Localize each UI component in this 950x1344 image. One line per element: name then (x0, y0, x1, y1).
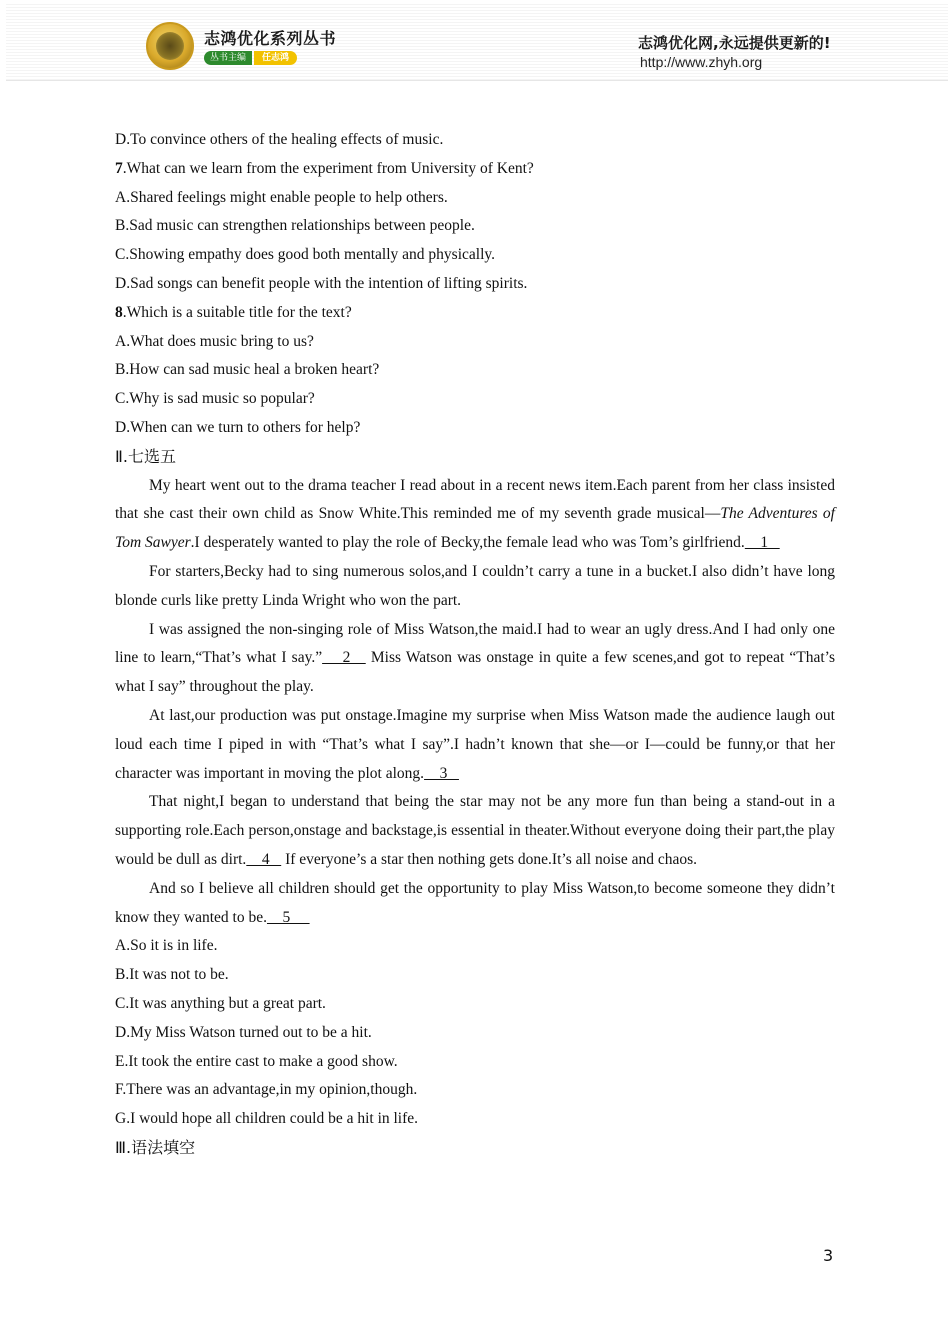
p6-text-a: And so I believe all children should get the opportunity to play Miss Watson,to become someone they didn’t know they wanted to be. (115, 879, 835, 926)
page-number: 3 (823, 1246, 834, 1265)
q7-option-a: A.Shared feelings might enable people to help others. (115, 188, 448, 206)
q8-stem (115, 299, 835, 328)
q8-option-b: B.How can sad music heal a broken heart? (115, 361, 380, 379)
p5-text-a: That night,I began to understand that being the star may not be any more fun than being a stand-out in a supporting role.Each person,onstage and backstage,is essential in theater.Without everyone doing their part,the play would be dull as dirt. (115, 793, 835, 868)
q7-option-d: D.Sad songs can benefit people with the intention of lifting spirits. (115, 274, 528, 292)
section2-heading: Ⅱ.七选五 (115, 446, 176, 466)
header-url[interactable]: http://www.zhyh.org (640, 54, 763, 70)
blank-3[interactable]: 3 (424, 764, 459, 782)
choice-f: F.There was an advantage,in my opinion,though. (115, 1081, 418, 1099)
blank-4[interactable]: 4 (246, 850, 282, 868)
publisher-logo-icon (146, 22, 194, 70)
p1-text-a: My heart went out to the drama teacher I read about in a recent news item.Each parent from her class insisted that she cast their own child as Snow White.This reminded me of my seventh grade musical— (115, 476, 835, 523)
p3-text-b: Miss Watson was onstage in quite a few scenes,and got to repeat “That’s what I say” throughout the play. (115, 649, 835, 696)
q7-stem (115, 155, 835, 184)
editor-badge (204, 51, 297, 65)
p5-text-b: If everyone’s a star then nothing gets done.It’s all noise and chaos. (281, 850, 697, 868)
q8-option-d: D.When can we turn to others for help? (115, 418, 361, 436)
choice-d: D.My Miss Watson turned out to be a hit. (115, 1023, 372, 1041)
choice-g: G.I would hope all children could be a hit in life. (115, 1110, 419, 1128)
p3-text-a: I was assigned the non-singing role of Miss Watson,the maid.I had to wear an ugly dress.And I had only one line to learn,“That’s what I say.” (115, 620, 835, 667)
q8-option-c: C.Why is sad music so popular? (115, 390, 315, 408)
editor-name: 任志鸿 (254, 51, 297, 65)
series-title: 志鸿优化系列丛书 (204, 29, 337, 48)
document-body (115, 126, 835, 1163)
page-header (6, 4, 948, 81)
choice-b: B.It was not to be. (115, 966, 229, 984)
choice-e: E.It took the entire cast to make a good show. (115, 1052, 398, 1070)
p1-title-italic: The Adventures of Tom Sawyer (115, 505, 835, 552)
blank-5[interactable]: 5 (266, 908, 310, 926)
section3-heading: Ⅲ.语法填空 (115, 1137, 196, 1157)
q7-option-b: B.Sad music can strengthen relationships between people. (115, 217, 475, 235)
passage-paragraph-6 (115, 875, 835, 933)
passage-paragraph-1 (115, 472, 835, 558)
choice-c: C.It was anything but a great part. (115, 994, 326, 1012)
q8-option-a: A.What does music bring to us? (115, 332, 314, 350)
header-slogan: 志鸿优化网,永远提供更新的! (638, 34, 831, 52)
passage-paragraph-4 (115, 702, 835, 788)
editor-label: 丛书主编 (204, 51, 252, 65)
p4-text-a: At last,our production was put onstage.Imagine my surprise when Miss Watson made the audience laugh out loud each time I piped in with “That’s what I say”.I hadn’t known that she—or I—could be funny,or that her character was important in moving the plot along. (115, 706, 835, 782)
q8-number: 8 (115, 303, 123, 321)
passage-paragraph-5 (115, 788, 835, 874)
q7-number: 7 (115, 159, 123, 177)
q7-option-c: C.Showing empathy does good both mentally and physically. (115, 246, 495, 264)
passage-paragraph-3 (115, 616, 835, 702)
q8-stem-text: .Which is a suitable title for the text? (122, 303, 352, 321)
choice-a: A.So it is in life. (115, 937, 218, 955)
blank-2[interactable]: 2 (322, 649, 366, 667)
blank-1[interactable]: 1 (744, 534, 780, 552)
passage-paragraph-2: For starters,Becky had to sing numerous solos,and I couldn’t carry a tune in a bucket.I also didn’t have long blonde curls like pretty Linda Wright who won the part. (115, 562, 835, 609)
q6-option-d: D.To convince others of the healing effects of music. (115, 131, 444, 148)
p1-text-b: .I desperately wanted to play the role of Becky,the female lead who was Tom’s girlfriend. (190, 534, 745, 552)
q7-stem-text: .What can we learn from the experiment from University of Kent? (122, 159, 534, 177)
